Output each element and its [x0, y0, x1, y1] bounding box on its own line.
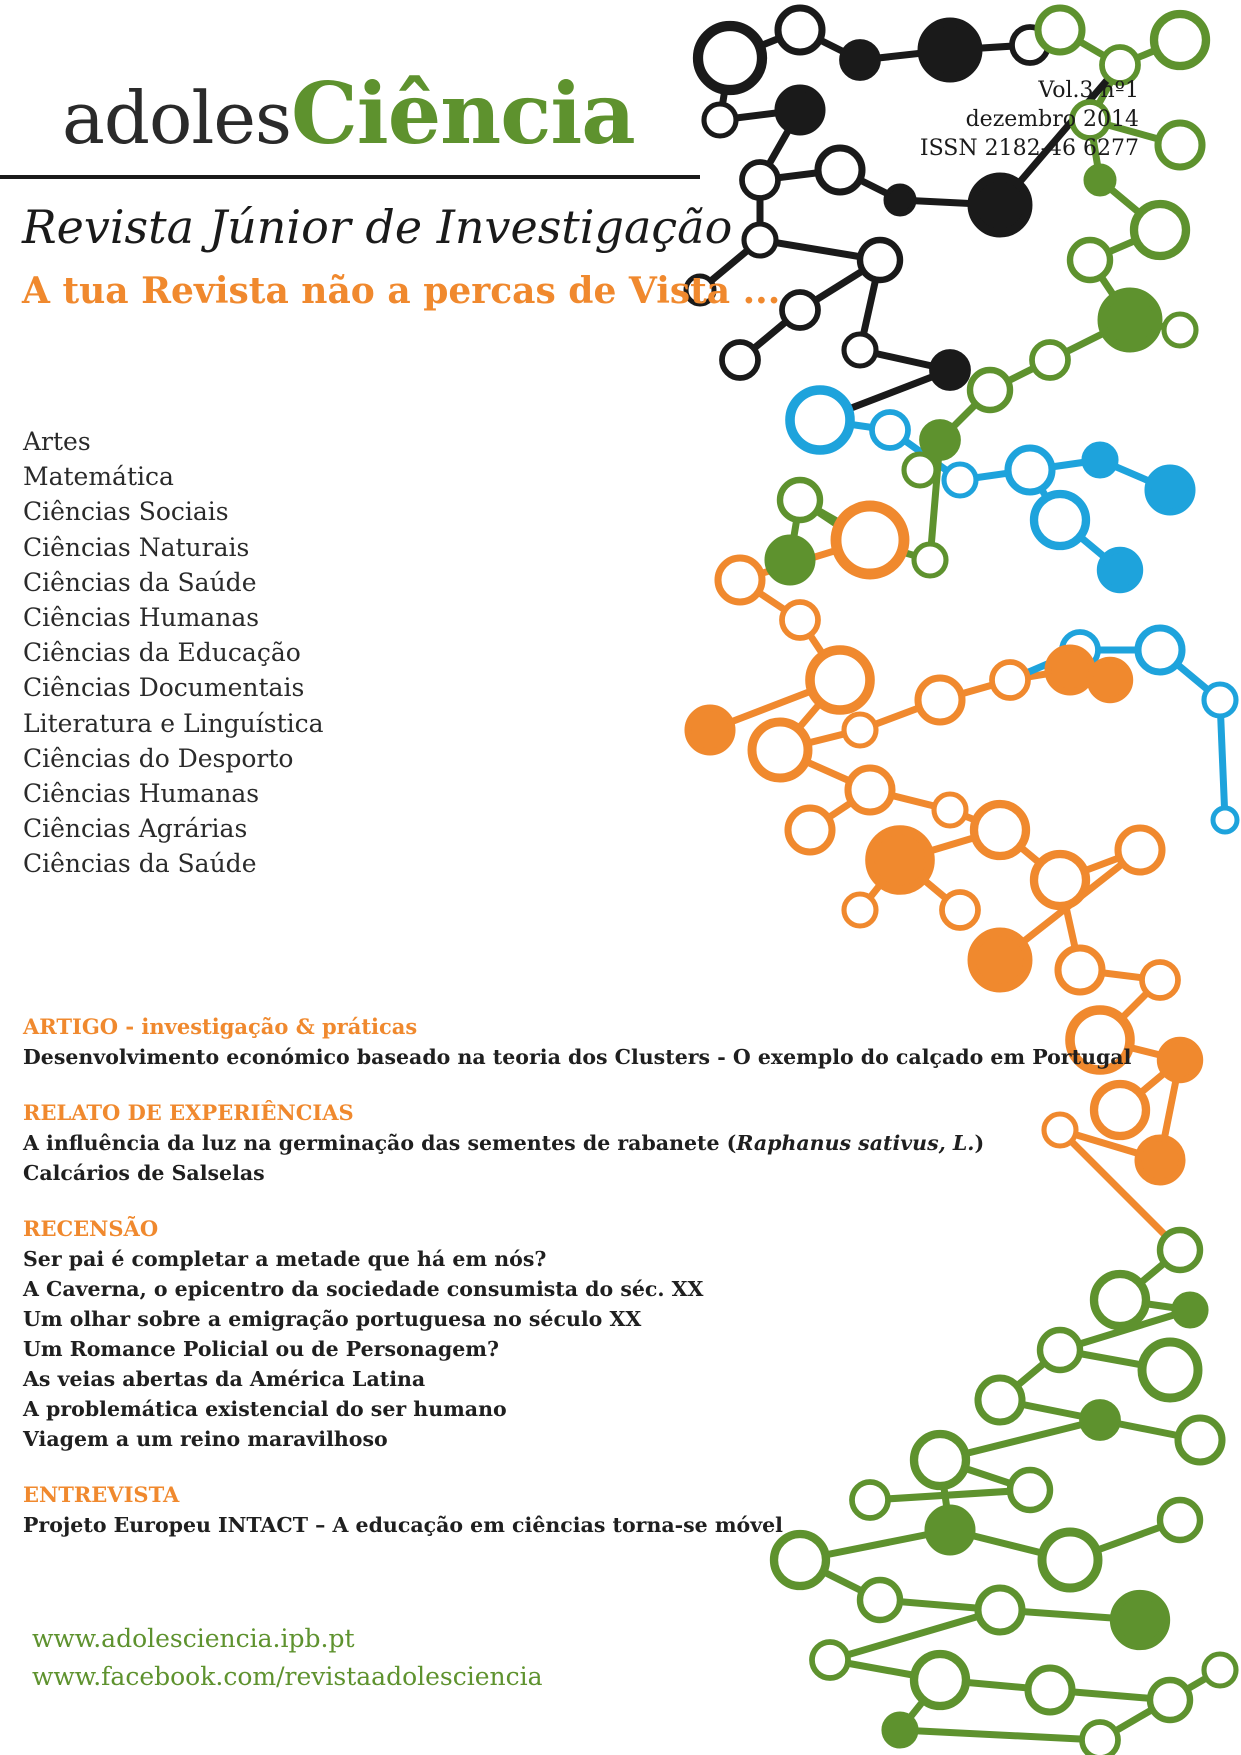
species-name: Raphanus sativus, L.	[736, 1131, 975, 1155]
molecule-atom	[810, 650, 870, 710]
molecule-atom	[778, 88, 822, 132]
molecule-atom	[1204, 684, 1236, 716]
molecule-atom	[1008, 448, 1052, 492]
subject-item: Literatura e Linguística	[23, 708, 324, 738]
subject-list	[23, 424, 324, 882]
molecule-atom	[972, 177, 1028, 233]
molecule-atom	[1086, 166, 1114, 194]
molecule-atom	[1028, 1668, 1072, 1712]
website-link[interactable]: www.adolesciencia.ipb.pt	[32, 1624, 355, 1653]
issue-info	[920, 76, 1139, 163]
subject-item: Ciências Documentais	[23, 673, 305, 703]
molecule-atom	[922, 22, 978, 78]
molecule-atom	[942, 892, 978, 928]
molecule-atom	[718, 558, 762, 602]
molecule-atom	[934, 794, 966, 826]
molecule-atom	[844, 334, 876, 366]
table-of-contents	[23, 1012, 1131, 1566]
molecule-bond	[900, 1730, 1100, 1740]
molecule-atom	[944, 464, 976, 496]
section-heading: ENTREVISTA	[23, 1482, 180, 1507]
molecule-atom	[992, 662, 1028, 698]
molecule-atom	[782, 292, 818, 328]
section-heading: RECENSÃO	[23, 1216, 159, 1241]
molecule-atom	[914, 544, 946, 576]
molecule-atom	[1058, 948, 1102, 992]
molecule-atom	[1160, 1500, 1200, 1540]
molecule-atom	[1158, 123, 1202, 167]
molecule-atom	[1138, 628, 1182, 672]
molecule-atom	[752, 722, 808, 778]
issue-date: dezembro 2014	[965, 107, 1139, 132]
subject-item: Ciências Humanas	[23, 779, 260, 809]
subject-item: Ciências Sociais	[23, 497, 229, 527]
article-title: A problemática existencial do ser humano	[23, 1397, 507, 1421]
subject-item: Ciências da Educação	[23, 638, 301, 668]
molecule-atom	[1164, 314, 1196, 346]
molecule-atom	[1142, 1342, 1198, 1398]
section-artigo	[23, 1012, 1131, 1072]
section-recensao	[23, 1214, 1131, 1454]
magazine-tagline: A tua Revista não a percas de Vista ...	[22, 270, 781, 312]
molecule-atom	[1082, 1722, 1118, 1755]
molecule-atom	[782, 602, 818, 638]
molecule-atom	[1102, 292, 1158, 348]
article-title: Um Romance Policial ou de Personagem?	[23, 1337, 499, 1361]
molecule-atom	[1142, 962, 1178, 998]
molecule-atom	[790, 390, 850, 450]
molecule-atom	[872, 412, 908, 448]
molecule-atom	[932, 352, 968, 388]
section-heading: RELATO DE EXPERIÊNCIAS	[23, 1100, 354, 1125]
molecule-atom	[860, 240, 900, 280]
article-title-part: )	[974, 1131, 985, 1155]
subject-item: Ciências da Saúde	[23, 567, 257, 597]
subject-item: Ciências do Desporto	[23, 743, 294, 773]
section-relato	[23, 1098, 1131, 1188]
molecule-atom	[842, 42, 878, 78]
title-rule	[0, 175, 700, 179]
facebook-link[interactable]: www.facebook.com/revistaadolesciencia	[32, 1662, 543, 1691]
article-title: As veias abertas da América Latina	[23, 1367, 426, 1391]
article-title: Calcários de Salselas	[23, 1161, 265, 1185]
molecule-atom	[970, 370, 1010, 410]
article-title	[23, 1128, 1131, 1158]
molecule-atom	[1138, 1138, 1182, 1182]
molecule-atom	[1160, 1040, 1200, 1080]
molecule-atom	[918, 678, 962, 722]
issue-issn: ISSN 2182-46 6277	[919, 136, 1139, 161]
molecule-atom	[1134, 204, 1186, 256]
molecule-atom	[698, 26, 762, 90]
molecule-atom	[844, 714, 876, 746]
molecule-atom	[1178, 1418, 1222, 1462]
molecule-atom	[1048, 648, 1092, 692]
molecule-atom	[722, 342, 758, 378]
molecule-atom	[1204, 1654, 1236, 1686]
molecule-atom	[922, 422, 958, 458]
article-title: A Caverna, o epicentro da sociedade consumista do séc. XX	[23, 1277, 704, 1301]
article-title: Viagem a um reino maravilhoso	[23, 1427, 388, 1451]
molecule-atom	[704, 104, 736, 136]
molecule-atom	[904, 454, 936, 486]
molecule-atom	[1034, 854, 1086, 906]
molecule-atom	[844, 894, 876, 926]
logo-prefix: adoles	[62, 76, 291, 160]
molecule-atom	[780, 480, 820, 520]
molecule-atom	[688, 708, 732, 752]
molecule-atom	[1150, 1680, 1190, 1720]
molecule-atom	[1154, 14, 1206, 66]
magazine-logo	[62, 64, 635, 163]
logo-suffix: Ciência	[290, 64, 635, 163]
molecule-atom	[914, 1654, 966, 1706]
subject-item: Artes	[23, 427, 91, 456]
molecule-atom	[1038, 8, 1082, 52]
molecule-atom	[1160, 1230, 1200, 1270]
molecule-atom	[972, 932, 1028, 988]
molecule-atom	[1034, 494, 1086, 546]
molecule-atom	[1118, 828, 1162, 872]
subject-item: Ciências Agrárias	[23, 814, 248, 844]
molecule-atom	[974, 804, 1026, 856]
molecule-bond	[830, 1610, 1000, 1660]
article-title: Um olhar sobre a emigração portuguesa no século XX	[23, 1307, 642, 1331]
molecule-atom	[768, 538, 812, 582]
article-title: Desenvolvimento económico baseado na teoria dos Clusters - O exemplo do calçado em Portugal	[23, 1045, 1132, 1069]
molecule-atom	[836, 506, 904, 574]
article-title-part: A influência da luz na germinação das sementes de rabanete (	[23, 1131, 737, 1155]
molecule-atom	[1174, 1294, 1206, 1326]
section-heading: ARTIGO - investigação & práticas	[23, 1014, 418, 1039]
molecule-atom	[1090, 660, 1130, 700]
issue-volume: Vol.3 nº1	[1038, 78, 1139, 103]
molecule-atom	[1070, 240, 1110, 280]
molecule-atom	[978, 1588, 1022, 1632]
molecule-atom	[886, 186, 914, 214]
molecule-atom	[884, 1714, 916, 1746]
molecule-atom	[812, 1642, 848, 1678]
contact-links	[32, 1620, 543, 1696]
section-entrevista	[23, 1480, 1131, 1540]
subject-item: Matemática	[23, 462, 174, 492]
molecule-atom	[1084, 444, 1116, 476]
molecule-atom	[1114, 1594, 1166, 1646]
subject-item: Ciências da Saúde	[23, 849, 257, 879]
molecule-atom	[1100, 550, 1140, 590]
molecule-atom	[744, 224, 776, 256]
magazine-subtitle: Revista Júnior de Investigação	[22, 200, 733, 254]
molecule-atom	[778, 8, 822, 52]
molecule-atom	[742, 162, 778, 198]
molecule-atom	[818, 148, 862, 192]
molecule-atom	[1148, 468, 1192, 512]
article-title: Ser pai é completar a metade que há em nós?	[23, 1247, 547, 1271]
molecule-atom	[1213, 808, 1237, 832]
molecule-atom	[870, 830, 930, 890]
molecule-atom	[848, 768, 892, 812]
subject-item: Ciências Naturais	[23, 532, 250, 562]
molecule-atom	[788, 808, 832, 852]
molecule-atom	[860, 1580, 900, 1620]
subject-item: Ciências Humanas	[23, 603, 260, 633]
molecule-atom	[1032, 342, 1068, 378]
article-title: Projeto Europeu INTACT – A educação em ciências torna-se móvel	[23, 1513, 783, 1537]
